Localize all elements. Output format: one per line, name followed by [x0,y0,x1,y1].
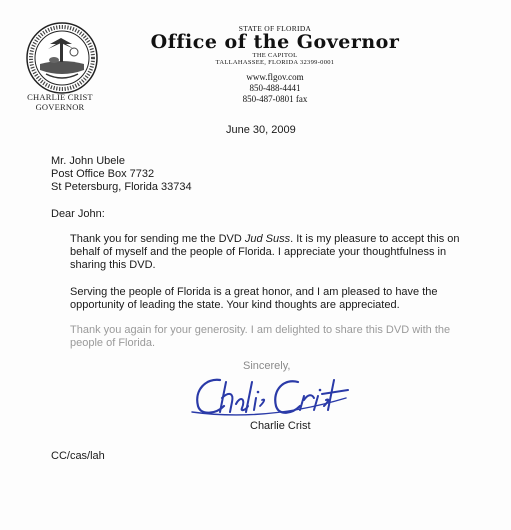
letterhead-state: STATE OF FLORIDA [238,24,312,33]
governor-title-caption: GOVERNOR [35,102,85,112]
closing-sincerely: Sincerely, [243,360,291,372]
letterhead-city: TALLAHASSEE, FLORIDA 32399-0001 [215,59,335,66]
letterhead-website: www.flgov.com [246,72,304,82]
recipient-city-line: St Petersburg, Florida 33734 [51,181,192,193]
letterhead-fax: 850-487-0801 fax [242,94,308,104]
signature-image [186,368,356,426]
salutation: Dear John: [51,208,105,220]
letterhead-office: Office of the Governor [150,31,400,53]
paragraph-thanks-end: . It is my pleasure to accept this on behalf of myself and the people of Florida. I appreciate your thoughtfulness in sharing this DVD. [70,233,460,271]
florida-seal-icon [26,22,98,94]
paragraph-thanks-start: Thank you for sending me the DVD [70,233,245,245]
paragraph-thanks [70,233,470,272]
letterhead-phone: 850-488-4441 [249,83,301,93]
cc-line: CC/cas/lah [51,450,105,462]
dvd-title: Jud Suss [244,233,291,245]
signer-name: Charlie Crist [250,420,311,432]
recipient-address-line: Post Office Box 7732 [51,168,155,180]
letterhead-capitol: THE CAPITOL [252,52,298,59]
governor-name-caption: CHARLIE CRIST [27,92,93,102]
letter-date: June 30, 2009 [226,124,296,136]
recipient-name: Mr. John Ubele [51,155,125,167]
paragraph-honor: Serving the people of Florida is a great honor, and I am pleased to have the opportunity of leading the state. Your kind thoughts are appreciated. [70,286,438,311]
paragraph-closing: Thank you again for your generosity. I am delighted to share this DVD with the people of Florida. [70,324,451,349]
